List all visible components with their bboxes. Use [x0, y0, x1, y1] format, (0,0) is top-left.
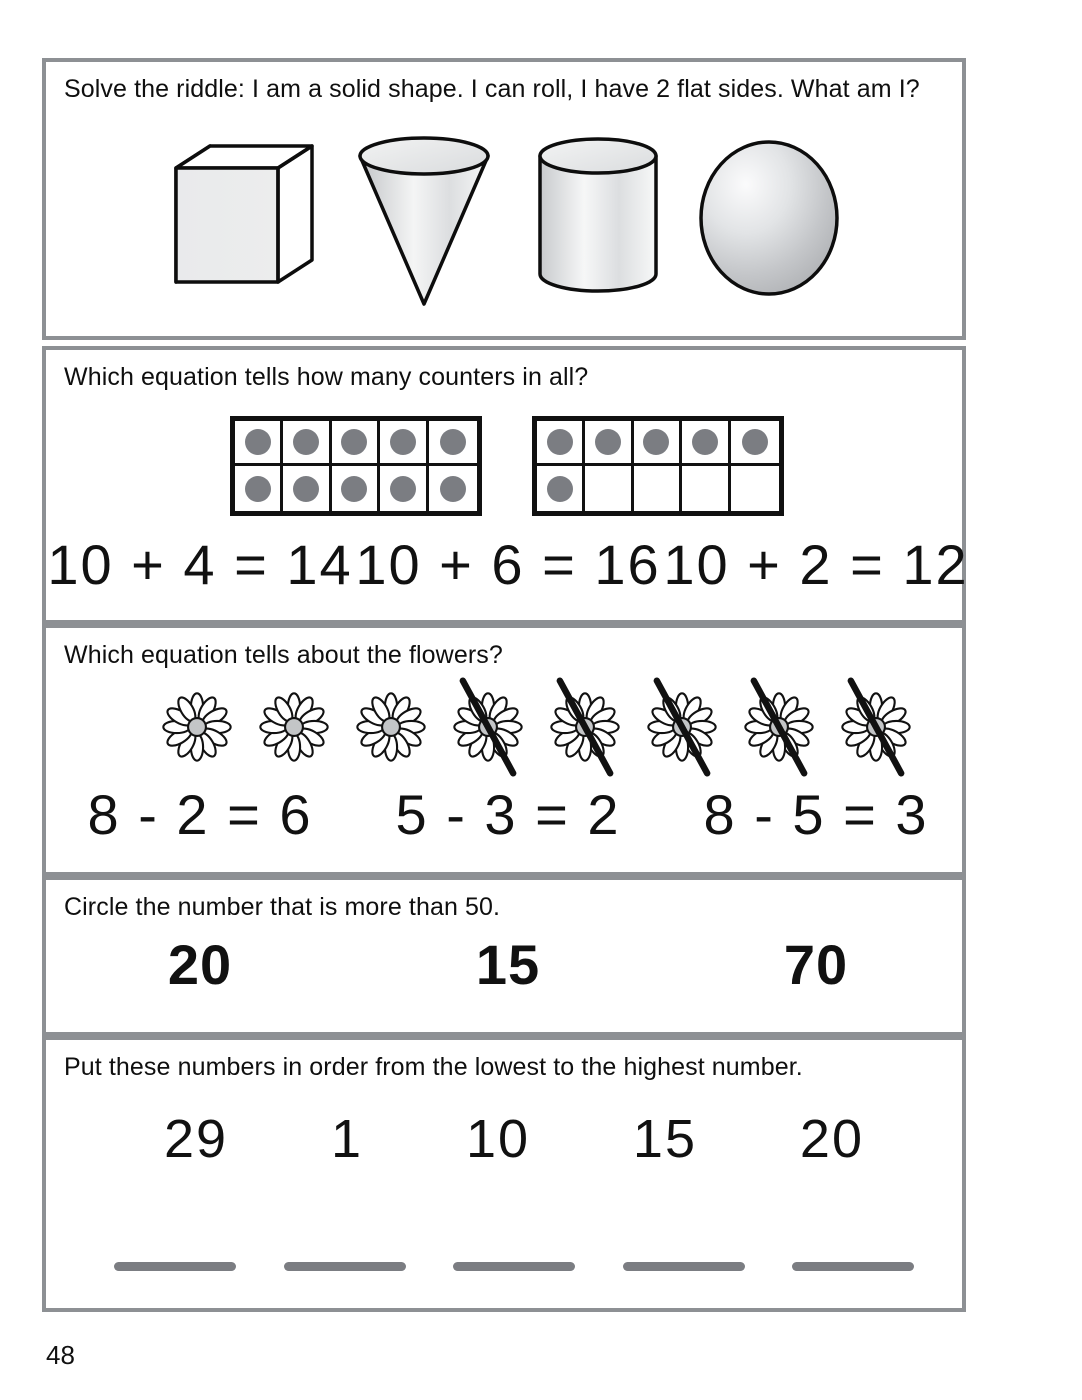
ten-frame-cell — [283, 421, 331, 466]
flower-crossed-out — [542, 684, 628, 770]
equation-choices-counters — [46, 530, 970, 600]
order-number: 20 — [799, 1109, 864, 1169]
counter-dot — [390, 476, 416, 502]
number-choice[interactable]: 20 — [167, 933, 233, 996]
counter-dot — [595, 429, 621, 455]
shape-choice-cube[interactable] — [168, 134, 368, 314]
counter-dot — [341, 476, 367, 502]
number-choice[interactable]: 70 — [783, 933, 849, 996]
counter-dot — [341, 429, 367, 455]
ten-frame-cell — [283, 466, 331, 511]
equation-choice[interactable]: 8 - 2 = 6 — [87, 783, 313, 846]
ten-frame-left — [230, 416, 482, 516]
flower-group — [154, 684, 914, 774]
ten-frame-cell — [429, 421, 477, 466]
flower-crossed-out — [445, 684, 531, 770]
counter-dot — [440, 429, 466, 455]
equation-choice[interactable]: 5 - 3 = 2 — [395, 783, 621, 846]
shape-choice-cone[interactable] — [352, 134, 552, 314]
prompt-counters: Which equation tells how many counters in all? — [64, 363, 589, 391]
ten-frame-cell-empty — [682, 466, 730, 511]
ten-frame-cell-empty — [634, 466, 682, 511]
ten-frame-cell — [332, 466, 380, 511]
counter-dot — [245, 476, 271, 502]
flower — [251, 684, 337, 770]
flower-crossed-out — [833, 684, 919, 770]
ten-frame-cell — [682, 421, 730, 466]
problem-box-counters — [42, 346, 969, 624]
shape-choices-row — [46, 134, 970, 324]
ten-frame-cell — [585, 421, 633, 466]
equation-choices-flowers — [46, 780, 970, 850]
ten-frame-right — [532, 416, 784, 516]
counter-dot — [293, 476, 319, 502]
ten-frame-cell — [537, 466, 585, 511]
equation-choice[interactable]: 10 + 6 = 16 — [355, 533, 661, 596]
prompt-circle-number: Circle the number that is more than 50. — [64, 893, 501, 921]
order-number: 29 — [164, 1109, 229, 1169]
answer-blank[interactable] — [792, 1262, 914, 1271]
ten-frame-cell — [235, 466, 283, 511]
order-numbers-row — [164, 1108, 864, 1170]
order-number: 15 — [632, 1109, 697, 1169]
problem-box-circle-number — [42, 876, 966, 1036]
answer-blank[interactable] — [284, 1262, 406, 1271]
equation-choice[interactable]: 10 + 2 = 12 — [663, 533, 969, 596]
order-number: 1 — [330, 1109, 364, 1169]
equation-choice[interactable]: 8 - 5 = 3 — [703, 783, 929, 846]
ten-frames-group — [46, 406, 970, 526]
ten-frame-cell — [235, 421, 283, 466]
flower-crossed-out — [639, 684, 725, 770]
prompt-order-numbers: Put these numbers in order from the lowest to the highest number. — [64, 1053, 803, 1081]
counter-dot — [390, 429, 416, 455]
page-number: 48 — [46, 1340, 75, 1370]
ten-frame-cell-empty — [585, 466, 633, 511]
ten-frame-cell — [429, 466, 477, 511]
answer-blank[interactable] — [623, 1262, 745, 1271]
flower — [348, 684, 434, 770]
ten-frame-cell — [380, 466, 428, 511]
counter-dot — [293, 429, 319, 455]
number-choice[interactable]: 15 — [475, 933, 541, 996]
ten-frame-cell-empty — [731, 466, 779, 511]
answer-blank[interactable] — [453, 1262, 575, 1271]
number-choices-row — [46, 932, 970, 997]
answer-blanks-row — [114, 1262, 914, 1271]
counter-dot — [547, 476, 573, 502]
answer-blank[interactable] — [114, 1262, 236, 1271]
ten-frame-cell — [537, 421, 585, 466]
counter-dot — [547, 429, 573, 455]
ten-frame-cell — [731, 421, 779, 466]
problem-box-flowers — [42, 624, 966, 876]
ten-frame-cell — [380, 421, 428, 466]
counter-dot — [245, 429, 271, 455]
counter-dot — [643, 429, 669, 455]
counter-dot — [742, 429, 768, 455]
ten-frame-cell — [634, 421, 682, 466]
flower-crossed-out — [736, 684, 822, 770]
problem-box-order-numbers — [42, 1036, 966, 1312]
counter-dot — [692, 429, 718, 455]
shape-choice-sphere[interactable] — [694, 134, 894, 314]
prompt-flowers: Which equation tells about the flowers? — [64, 641, 503, 669]
flower — [154, 684, 240, 770]
equation-choice[interactable]: 10 + 4 = 14 — [47, 533, 353, 596]
prompt-solid-shapes: Solve the riddle: I am a solid shape. I can roll, I have 2 flat sides. What am I? — [64, 75, 920, 103]
order-number: 10 — [465, 1109, 531, 1169]
ten-frame-cell — [332, 421, 380, 466]
problem-box-solid-shapes — [42, 58, 966, 340]
counter-dot — [440, 476, 466, 502]
